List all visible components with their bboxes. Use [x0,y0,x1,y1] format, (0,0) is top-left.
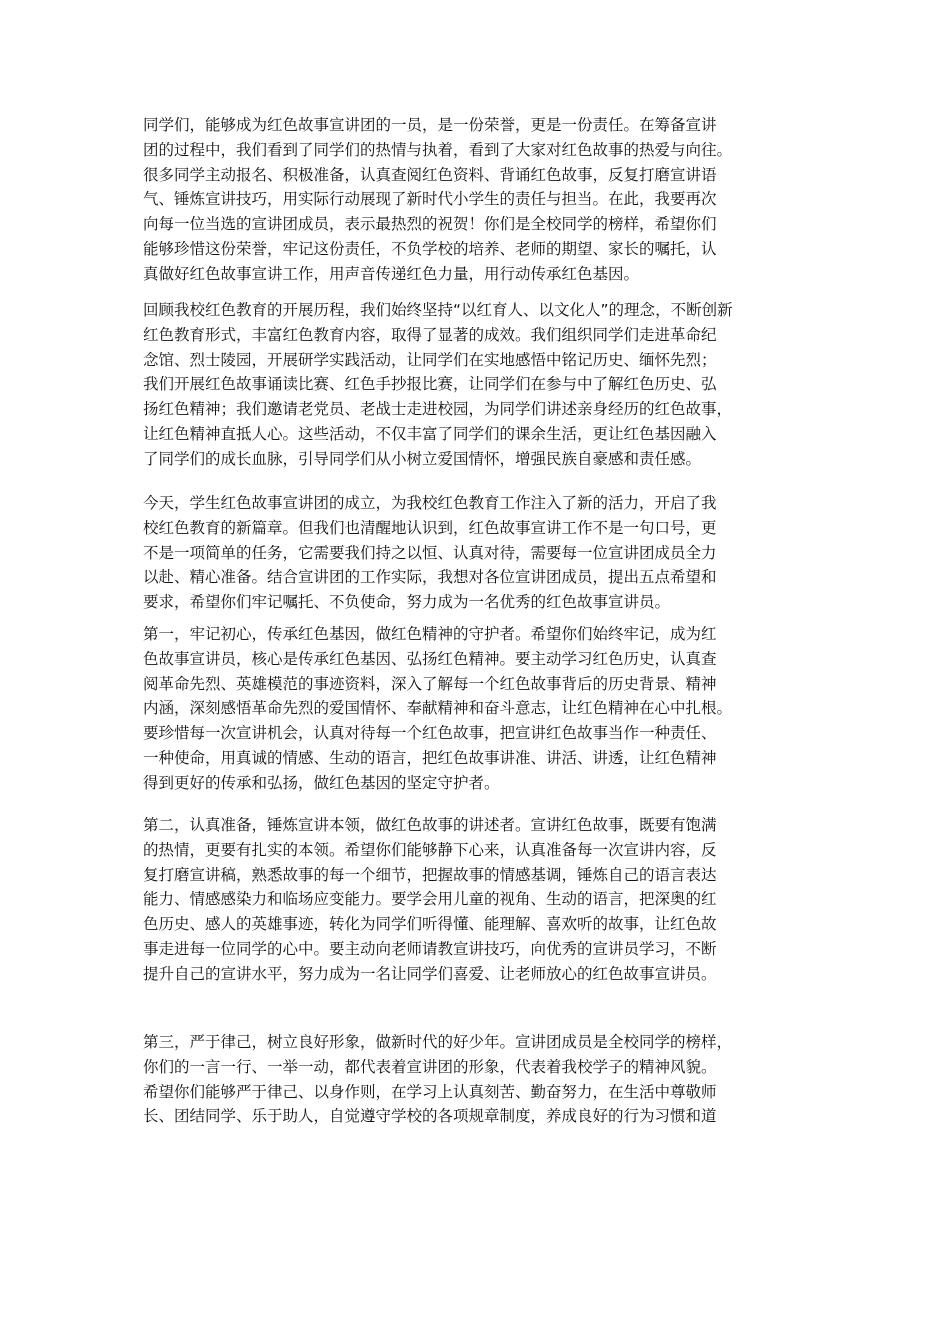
text-line: 我们开展红色故事诵读比赛、红色手抄报比赛，让同学们在参与中了解红色历史、弘 [143,375,717,394]
text-line: 内涵，深刻感悟革命先烈的爱国情怀、奉献精神和奋斗意志，让红色精神在心中扎根。 [143,699,733,718]
paragraph-third-point [143,1030,823,1129]
text-line: 不是一项简单的任务，它需要我们持之以恒、认真对待，需要每一位宣讲团成员全力 [143,543,717,562]
text-line: 真做好红色故事宣讲工作，用声音传递红色力量，用行动传承红色基因。 [143,264,640,283]
text-line: 很多同学主动报名、积极准备，认真查阅红色资料、背诵红色故事，反复打磨宣讲语 [143,165,717,184]
text-line: 你们的一言一行、一举一动，都代表着宣讲团的形象，代表着我校学子的精神风貌。 [143,1057,717,1076]
text-line: 以赴、精心准备。结合宣讲团的工作实际，我想对各位宣讲团成员，提出五点希望和 [143,568,717,587]
text-line: 复打磨宣讲稿，熟悉故事的每一个细节，把握故事的情感基调，锤炼自己的语言表达 [143,865,717,884]
paragraph-congratulations [143,113,823,287]
text-line: 第一，牢记初心，传承红色基因，做红色精神的守护者。希望你们始终牢记，成为红 [143,625,717,643]
text-line: 校红色教育的新篇章。但我们也清醒地认识到，红色故事宣讲工作不是一句口号，更 [143,518,717,537]
text-line: 让红色精神直抵人心。这些活动，不仅丰富了同学们的课余生活，更让红色基因融入 [143,424,717,443]
text-line: 向每一位当选的宣讲团成员，表示最热烈的祝贺！你们是全校同学的榜样，希望你们 [143,215,717,234]
text-line: 第二，认真准备，锤炼宣讲本领，做红色故事的讲述者。宣讲红色故事，既要有饱满 [143,816,717,834]
text-line: 要求，希望你们牢记嘱托、不负使命，努力成为一名优秀的红色故事宣讲员。 [143,593,671,612]
text-line: 的热情，更要有扎实的本领。希望你们能够静下心来，认真准备每一次宣讲内容，反 [143,840,717,859]
text-line: 气、锤炼宣讲技巧，用实际行动展现了新时代小学生的责任与担当。在此，我要再次 [143,190,717,209]
paragraph-today [143,491,823,615]
paragraph-first-point [143,622,823,796]
text-line: 今天，学生红色故事宣讲团的成立，为我校红色教育工作注入了新的活力，开启了我 [143,494,717,512]
text-line: 红色教育形式，丰富红色教育内容，取得了显著的成效。我们组织同学们走进革命纪 [143,325,717,344]
text-line: 要珍惜每一次宣讲机会，认真对待每一个红色故事，把宣讲红色故事当作一种责任、 [143,724,717,743]
text-line: 事走进每一位同学的心中。要主动向老师请教宣讲技巧，向优秀的宣讲员学习，不断 [143,939,717,958]
paragraph-second-point [143,813,823,987]
text-line: 念馆、烈士陵园，开展研学实践活动，让同学们在实地感悟中铭记历史、缅怀先烈； [143,350,717,369]
paragraph-review [143,298,823,472]
text-line: 一种使命，用真诚的情感、生动的语言，把红色故事讲准、讲活、讲透，让红色精神 [143,748,717,767]
text-line: 提升自己的宣讲水平，努力成为一名让同学们喜爱、让老师放心的红色故事宣讲员。 [143,964,717,983]
text-line: 回顾我校红色教育的开展历程，我们始终坚持“以红育人、以文化人”的理念，不断创新 [143,301,733,319]
text-line: 色历史、感人的英雄事迹，转化为同学们听得懂、能理解、喜欢听的故事，让红色故 [143,915,717,934]
text-line: 得到更好的传承和弘扬，做红色基因的坚定守护者。 [143,773,500,792]
text-line: 扬红色精神；我们邀请老党员、老战士走进校园，为同学们讲述亲身经历的红色故事， [143,400,733,419]
text-line: 团的过程中，我们看到了同学们的热情与执着，看到了大家对红色故事的热爱与向往。 [143,140,733,159]
text-line: 能力、情感感染力和临场应变能力。要学会用儿童的视角、生动的语言，把深奥的红 [143,890,717,909]
text-line: 能够珍惜这份荣誉，牢记这份责任，不负学校的培养、老师的期望、家长的嘱托，认 [143,239,717,258]
text-line: 色故事宣讲员，核心是传承红色基因、弘扬红色精神。要主动学习红色历史，认真查 [143,649,717,668]
text-line: 希望你们能够严于律己、以身作则，在学习上认真刻苦、勤奋努力，在生活中尊敬师 [143,1082,717,1101]
text-line: 第三，严于律己，树立良好形象，做新时代的好少年。宣讲团成员是全校同学的榜样， [143,1033,733,1051]
text-line: 长、团结同学、乐于助人，自觉遵守学校的各项规章制度，养成良好的行为习惯和道 [143,1107,717,1126]
text-line: 同学们，能够成为红色故事宣讲团的一员，是一份荣誉，更是一份责任。在筹备宣讲 [143,116,717,134]
text-line: 了同学们的成长血脉，引导同学们从小树立爱国情怀，增强民族自豪感和责任感。 [143,449,702,468]
text-line: 阅革命先烈、英雄模范的事迹资料，深入了解每一个红色故事背后的历史背景、精神 [143,674,717,693]
